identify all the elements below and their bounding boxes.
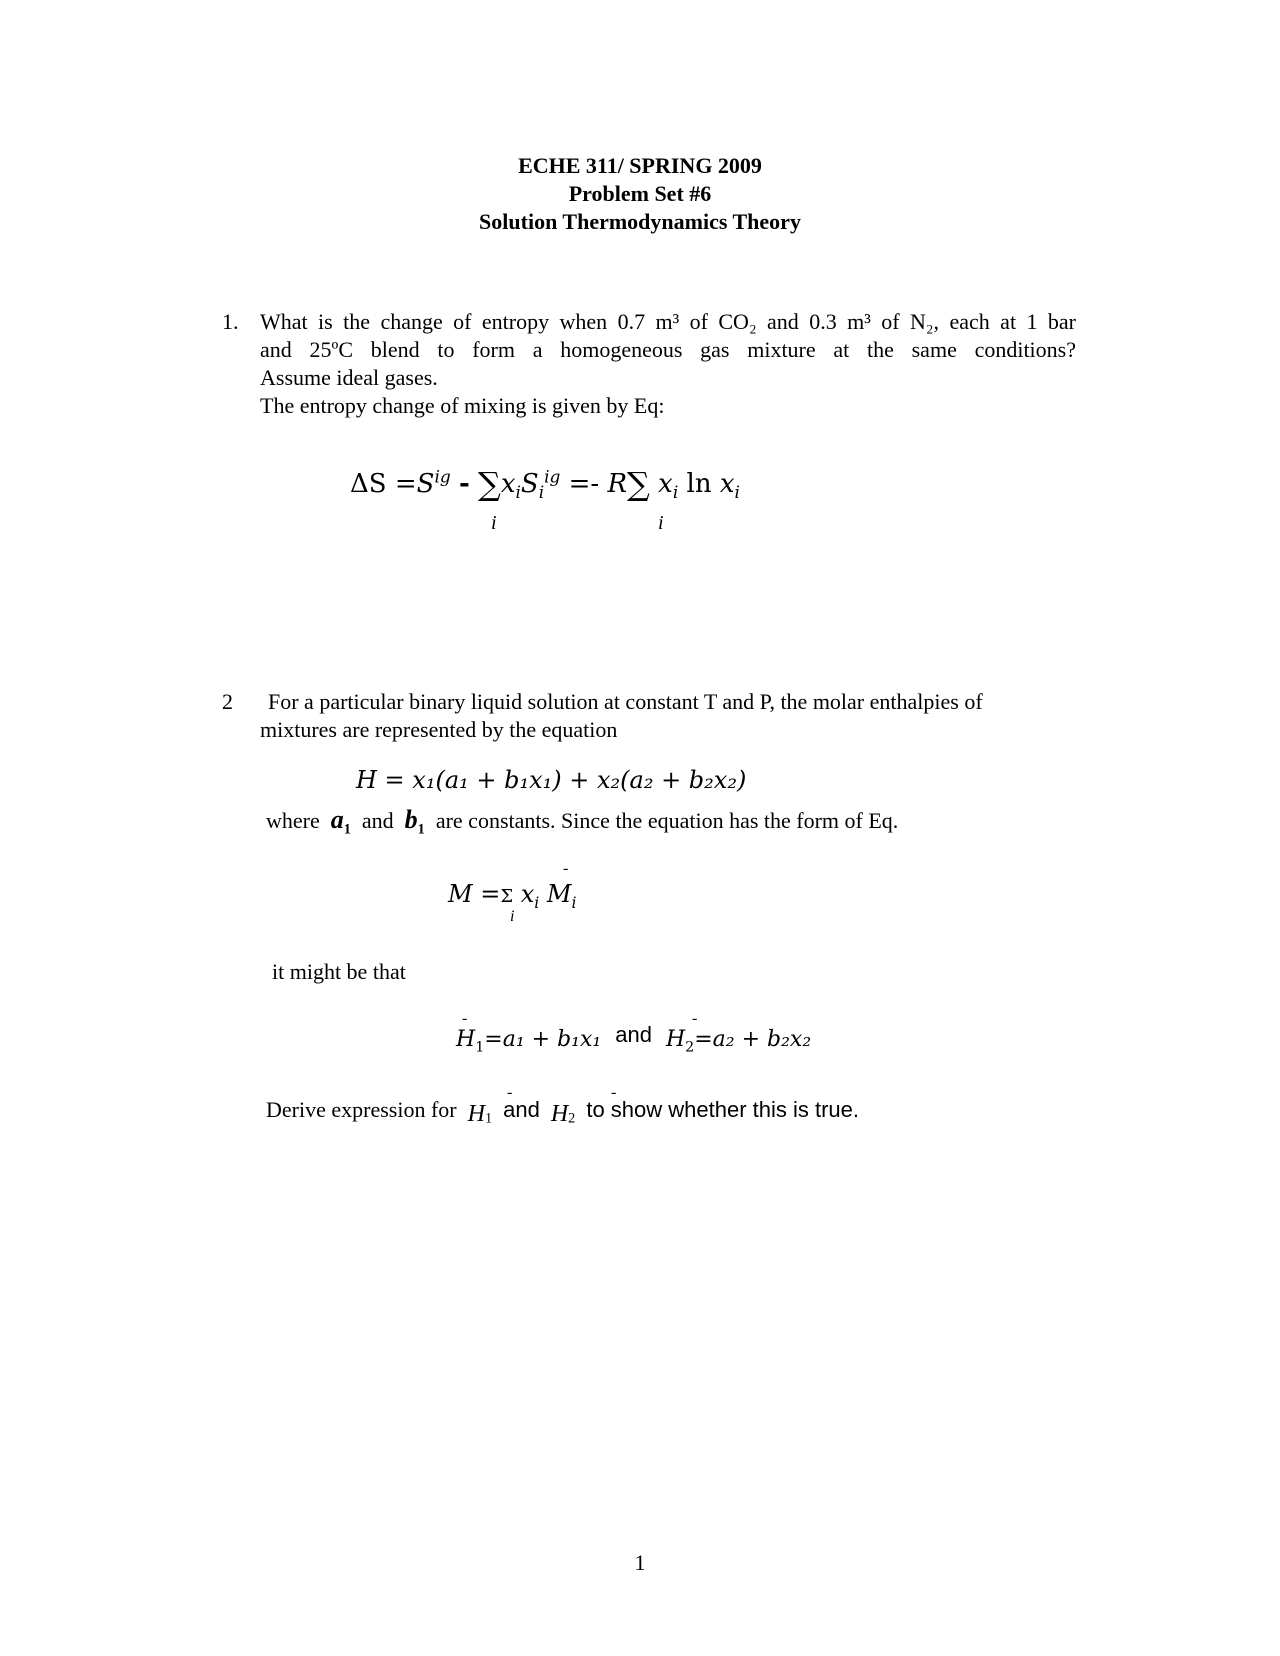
m-bar-symbol: M (546, 880, 572, 908)
eq-ig-superscript-2: ig (544, 466, 561, 487)
problem-set-title: Problem Set #6 (568, 181, 712, 206)
a1-symbol: a (330, 805, 344, 834)
eq-s: S (416, 469, 435, 499)
eq-x: x (500, 469, 516, 499)
eq-sub-i-2: i (538, 482, 545, 503)
eq-s-i: S (520, 469, 539, 499)
eq-sigma-2: ∑ (627, 465, 650, 503)
problem-1-line-3: Assume ideal gases. (260, 365, 438, 390)
eq-x-3: x (719, 469, 735, 499)
eq-sub-i-1: i (515, 482, 521, 503)
constants-line (266, 806, 898, 843)
h2-subscript: 2 (685, 1039, 695, 1056)
derive-h2-symbol: H (550, 1101, 569, 1127)
eq-ln: ln (686, 469, 712, 499)
entropy-mixing-equation (350, 462, 740, 502)
eq-sub-i-3: i (672, 482, 679, 503)
might-be-text: it might be that (272, 959, 406, 984)
problem-1-line-2: and 25ºC blend to form a homogeneous gas mixture at the same conditions? (260, 337, 1076, 362)
eq-sum-index-2: i (658, 512, 664, 534)
h2-rhs: =a₂ + b₂x₂ (694, 1027, 812, 1052)
h1-subscript: 1 (475, 1039, 485, 1056)
page-number: 1 (634, 1550, 646, 1575)
derive-h2-bar-mark: - (611, 1084, 617, 1101)
m-x: x (520, 880, 535, 908)
derive-line (266, 1096, 859, 1132)
problem-2-line-1: For a particular binary liquid solution at constant T and P, the molar enthalpies of (268, 689, 983, 714)
derive-prefix: Derive expression for (266, 1097, 457, 1122)
and-label: and (361, 808, 394, 833)
derive-and-label: and (503, 1097, 540, 1122)
m-bar-sub-i: i (571, 893, 577, 912)
h2-symbol: H (665, 1027, 686, 1052)
document-header (0, 152, 1280, 236)
problem-2-number: 2 (222, 689, 233, 714)
problem-1-line-1: What is the change of entropy when 0.7 m³ of CO₂ and 0.3 m³ of N₂, each at 1 bar (260, 309, 1076, 334)
h1-bar-mark: - (462, 1010, 468, 1027)
partial-enthalpy-equations (456, 1022, 812, 1056)
eq-x-2: x (658, 469, 673, 499)
m-lhs: M = (448, 880, 501, 908)
eq-r: R (607, 469, 628, 499)
derive-h2-subscript: 2 (568, 1110, 576, 1127)
h2-bar-mark: - (692, 1010, 698, 1027)
eq-equals-neg: =- (568, 469, 600, 499)
b1-symbol: b (404, 805, 418, 834)
eq-sum-index-1: i (491, 512, 497, 534)
problem-1-number: 1. (222, 309, 239, 334)
eq-minus: - (458, 469, 470, 499)
b1-subscript: 1 (417, 821, 425, 838)
constants-rest: are constants. Since the equation has the form of Eq. (435, 808, 899, 833)
h1-rhs: =a₁ + b₁x₁ (484, 1027, 602, 1052)
eq-ig-superscript: ig (434, 466, 451, 487)
problem-2-line-2: mixtures are represented by the equation (260, 717, 618, 742)
derive-h1-subscript: 1 (484, 1110, 493, 1127)
derive-h1-bar-mark: - (507, 1084, 513, 1101)
eq-delta-s: ΔS = (350, 469, 417, 499)
partial-and-label: and (615, 1022, 652, 1047)
eq-sigma-1: ∑ (478, 465, 501, 503)
problem-1-line-4: The entropy change of mixing is given by Eq: (260, 393, 665, 418)
document-subtitle: Solution Thermodynamics Theory (479, 209, 801, 234)
enthalpy-equation: H = x₁(a₁ + b₁x₁) + x₂(a₂ + b₂x₂) (356, 766, 747, 794)
m-sub-i: i (534, 893, 540, 912)
h1-symbol: H (456, 1027, 476, 1052)
derive-h1-symbol: H (467, 1101, 485, 1127)
m-sum-index: i (510, 908, 515, 925)
eq-sub-i-4: i (734, 482, 740, 503)
m-sigma: Σ (500, 886, 514, 907)
a1-subscript: 1 (343, 821, 351, 838)
m-bar-mark: - (563, 860, 569, 877)
course-title: ECHE 311/ SPRING 2009 (518, 153, 762, 178)
derive-suffix: to show whether this is true. (586, 1097, 860, 1122)
where-label: where (266, 808, 320, 833)
